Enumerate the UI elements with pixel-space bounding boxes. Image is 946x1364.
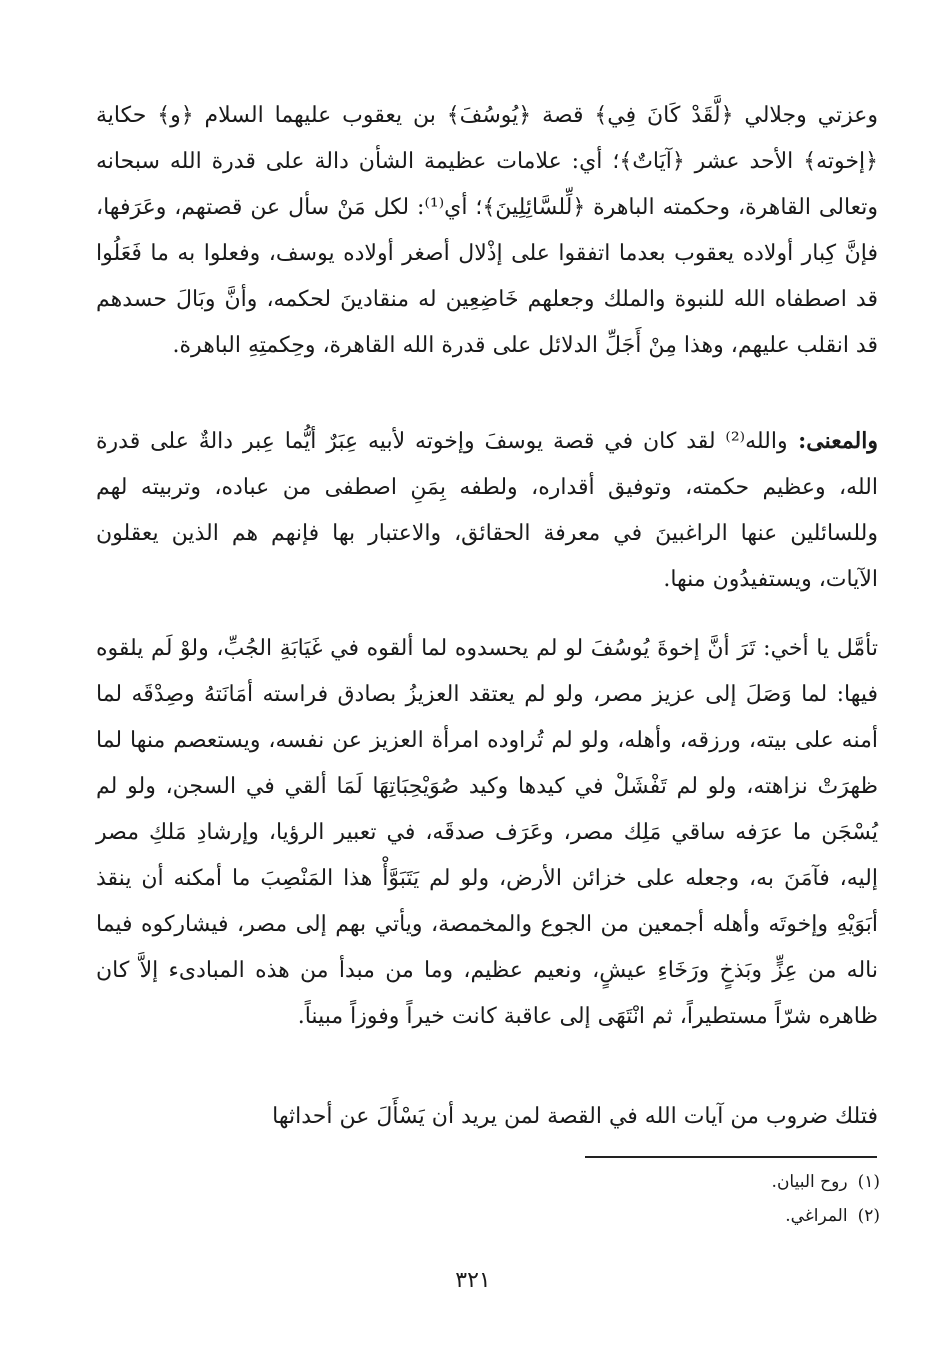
page-number: ٣٢١	[455, 1268, 491, 1293]
paragraph-reflection: تأمَّل يا أخي: تَرَ أنَّ إخوةَ يُوسُفَ لو لم يحسدوه لما ألقوه في غَيَابَةِ الجُبِّ، ولوْ لَم يلقوه فيها: لما وَصَلَ إلى عزيز مصر، ولو لم يعتقد العزيزُ بصادق فراسته أمَانَتهُ وصِدْقَه لما أمنه على بيته، ورزقه، وأهله، ولو لم تُراوده امرأة العزيز عن نفسه، ويستعصم منها لما ظهرَتْ نزاهته، ولو لم تَفْشَلْ في كيدها وكيد صُوَيْحِبَاتِهَا لَمَا ألقي في السجن، ولو لم يُسْجَن ما عرَفه ساقي مَلِك مصر، وعَرَف صدقَه، في تعبير الرؤيا، وإرشادِ مَلكِ مصر إليه، فآمَنَ به، وجعله على خزائن الأرض، ولو لم يَتَبَوَّأْ هذا المَنْصِبَ ما أمكنه أن ينقذ أبَوَيْهِ وإخوتَه وأهله أجمعين من الجوع والمخمصة، ويأتي بهم إلى مصر، فيشاركوه فيما ناله من عِزٍّ وبَذخٍ ورَخَاءِ عيشٍ، ونعيم عظيم، وما من مبدأ من هذه المبادىء إلاَّ كان ظاهره شرّاً مستطيراً، ثم انْتَهَى إلى عاقبة كانت خيراً وفوزاً مبيناً.	[96, 636, 878, 1029]
paragraph-meaning-text: والله⁽²⁾ لقد كان في قصة يوسفَ وإخوته لأبيه عِبَرٌ أيُّما عِبر دالةٌ على قدرة الله، وعظيم حكمته، وتوفيق أقداره، ولطفه بِمَنِ اصطفى من عباده، وتربيته لهم وللسائلين عنها الراغبينَ في معرفة الحقائق، والاعتبار بها فإنهم هم الذين يعقلون الآيات، ويستفيدُون منها.	[96, 429, 878, 592]
footnote-1-text: روح البيان.	[771, 1172, 848, 1192]
footnote-2-text: المراغي.	[785, 1206, 848, 1226]
footnote-2	[480, 1199, 880, 1233]
paragraph-lead-label: والمعنى:	[787, 428, 878, 454]
footnote-1-number: (١)	[857, 1172, 880, 1192]
paragraph-meaning	[96, 418, 878, 603]
paragraph-tafsir-1: وعزتي وجلالي ﴿لَّقَدْ كَانَ فِي﴾ قصة ﴿يُوسُفَ﴾ بن يعقوب عليهما السلام ﴿و﴾ حكاية ﴿إخوته﴾ الأحد عشر ﴿آيَاتٌ﴾؛ أي: علامات عظيمة الشأن دالة على قدرة الله سبحانه وتعالى القاهرة، وحكمته الباهرة ﴿لِّلسَّائِلِينَ﴾؛ أي⁽¹⁾: لكل مَنْ سأل عن قصتهم، وعَرَفها، فإنَّ كِبار أولاده يعقوب بعدما اتفقوا على إذْلال أصغر أولاده يوسف، وفعلوا به ما فَعَلُوا قد اصطفاه الله للنبوة والملك وجعلهم خَاضِعِين له منقادينَ لحكمه، وأنَّ وبَالَ حسدهم قد انقلب عليهم، وهذا مِنْ أَجَلِّ الدلائل على قدرة الله القاهرة، وحِكمتِهِ الباهرة.	[96, 103, 879, 358]
paragraph-closing: فتلك ضروب من آيات الله في القصة لمن يريد أن يَسْأَلَ عن أحداثها	[272, 1104, 878, 1129]
footnote-divider	[585, 1156, 877, 1158]
footnote-1	[480, 1165, 880, 1199]
footnote-2-number: (٢)	[857, 1206, 880, 1226]
footnotes	[480, 1165, 880, 1233]
